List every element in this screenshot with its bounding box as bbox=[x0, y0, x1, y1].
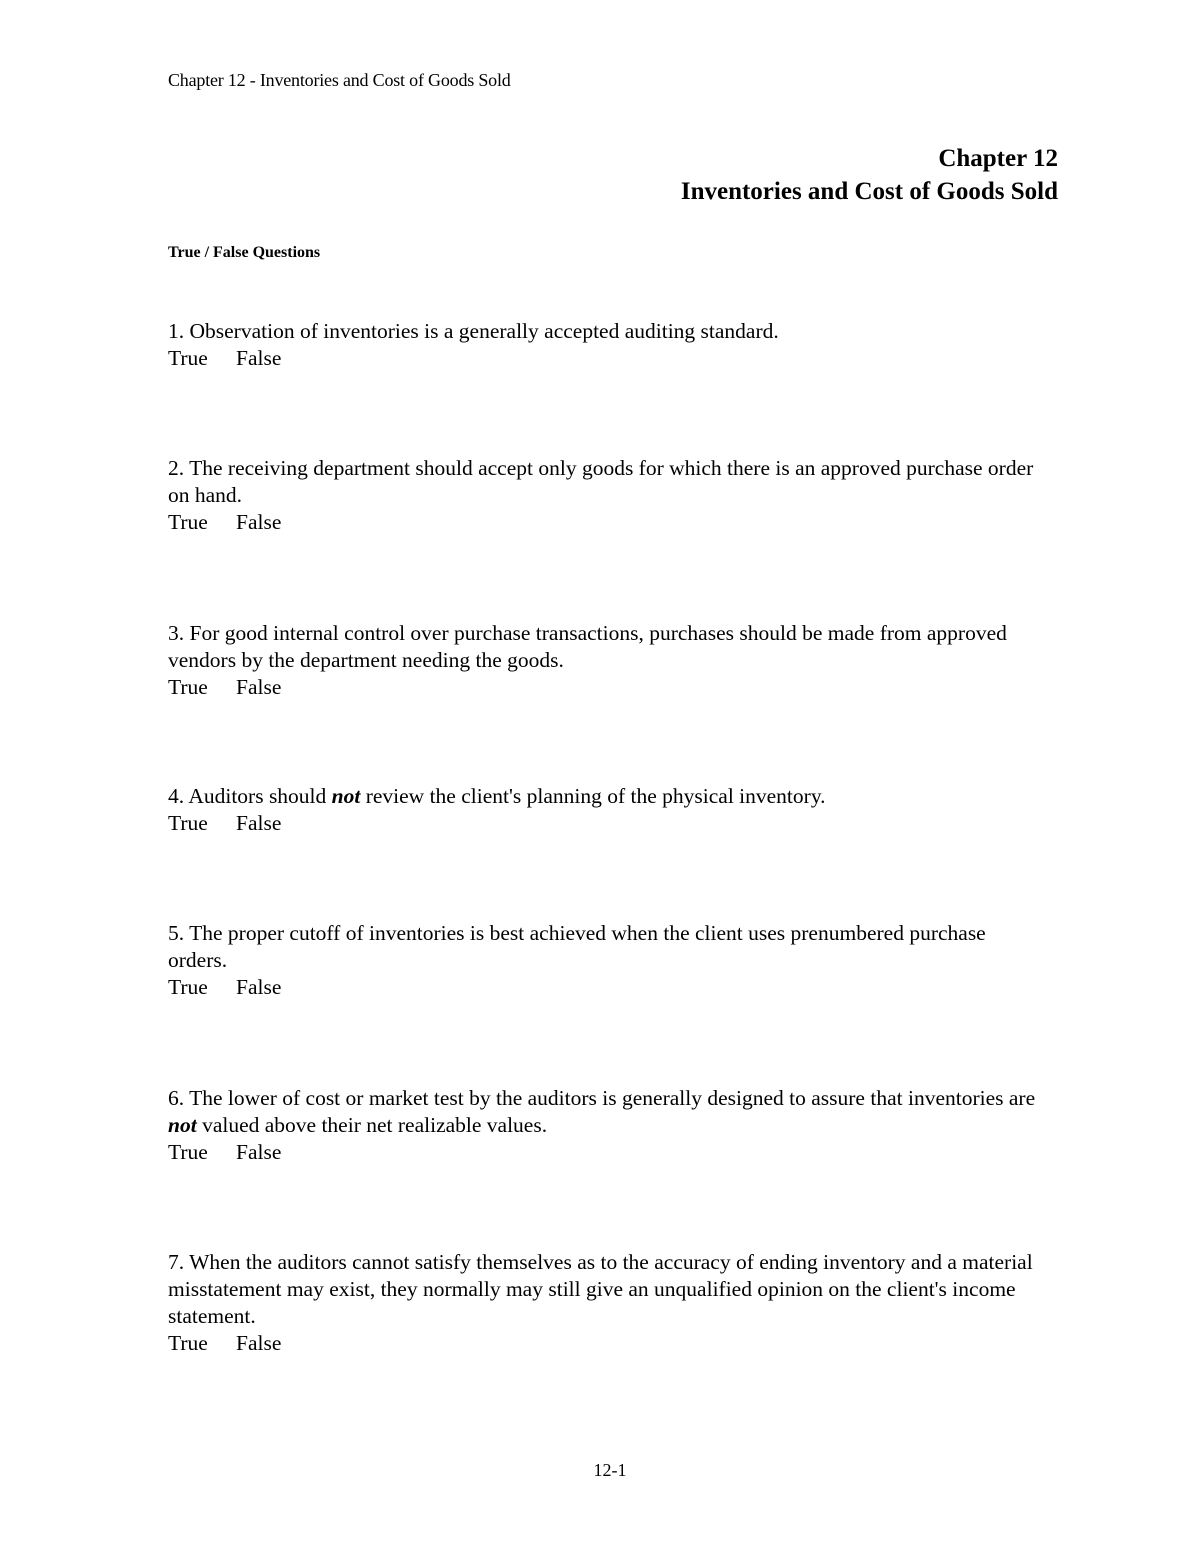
answer-true[interactable]: True bbox=[168, 975, 208, 999]
section-heading: True / False Questions bbox=[168, 244, 321, 261]
question-2 bbox=[168, 455, 1048, 536]
chapter-number: Chapter 12 bbox=[938, 145, 1058, 172]
question-text: 7. When the auditors cannot satisfy themselves as to the accuracy of ending inventory and a material misstatement may exist, they normally may still give an unqualified opinion on the client's income statement. bbox=[168, 1250, 1033, 1328]
answer-options bbox=[168, 509, 1048, 536]
question-text: 1. Observation of inventories is a generally accepted auditing standard. bbox=[168, 319, 779, 343]
running-header: Chapter 12 - Inventories and Cost of Goods Sold bbox=[168, 70, 511, 90]
answer-true[interactable]: True bbox=[168, 346, 208, 370]
question-text bbox=[168, 1085, 1048, 1139]
answer-true[interactable]: True bbox=[168, 675, 208, 699]
answer-true[interactable]: True bbox=[168, 811, 208, 835]
question-text-post: valued above their net realizable values. bbox=[196, 1113, 548, 1137]
question-emphasis: not bbox=[331, 784, 361, 808]
answer-false[interactable]: False bbox=[236, 675, 282, 699]
answer-options bbox=[168, 1330, 1048, 1357]
answer-false[interactable]: False bbox=[236, 346, 282, 370]
question-text-pre: 6. The lower of cost or market test by the auditors is generally designed to assure that inventories are bbox=[168, 1086, 1036, 1110]
question-text-post: review the client's planning of the physical inventory. bbox=[360, 784, 826, 808]
question-5 bbox=[168, 920, 1048, 1001]
question-text: 2. The receiving department should accept only goods for which there is an approved purchase order on hand. bbox=[168, 456, 1034, 507]
chapter-name: Inventories and Cost of Goods Sold bbox=[680, 178, 1058, 205]
answer-false[interactable]: False bbox=[236, 510, 282, 534]
page-number: 12-1 bbox=[593, 1460, 627, 1480]
answer-false[interactable]: False bbox=[236, 811, 282, 835]
question-emphasis: not bbox=[168, 1113, 197, 1137]
answer-true[interactable]: True bbox=[168, 510, 208, 534]
answer-true[interactable]: True bbox=[168, 1140, 208, 1164]
question-7 bbox=[168, 1249, 1048, 1357]
chapter-title bbox=[681, 142, 1058, 208]
question-1 bbox=[168, 318, 1048, 372]
answer-options bbox=[168, 974, 1048, 1001]
question-text: 5. The proper cutoff of inventories is best achieved when the client uses prenumbered purchase orders. bbox=[168, 921, 986, 972]
answer-options bbox=[168, 674, 1048, 701]
answer-false[interactable]: False bbox=[236, 1140, 282, 1164]
answer-options bbox=[168, 810, 1048, 837]
answer-false[interactable]: False bbox=[236, 975, 282, 999]
question-text bbox=[168, 783, 1048, 810]
question-4 bbox=[168, 783, 1048, 837]
question-text-pre: 4. Auditors should bbox=[168, 784, 332, 808]
question-6 bbox=[168, 1085, 1048, 1166]
answer-options bbox=[168, 345, 1048, 372]
answer-options bbox=[168, 1139, 1048, 1166]
question-text: 3. For good internal control over purchase transactions, purchases should be made from approved vendors by the department needing the goods. bbox=[168, 621, 1007, 672]
answer-false[interactable]: False bbox=[236, 1331, 282, 1355]
answer-true[interactable]: True bbox=[168, 1331, 208, 1355]
question-3 bbox=[168, 620, 1048, 701]
